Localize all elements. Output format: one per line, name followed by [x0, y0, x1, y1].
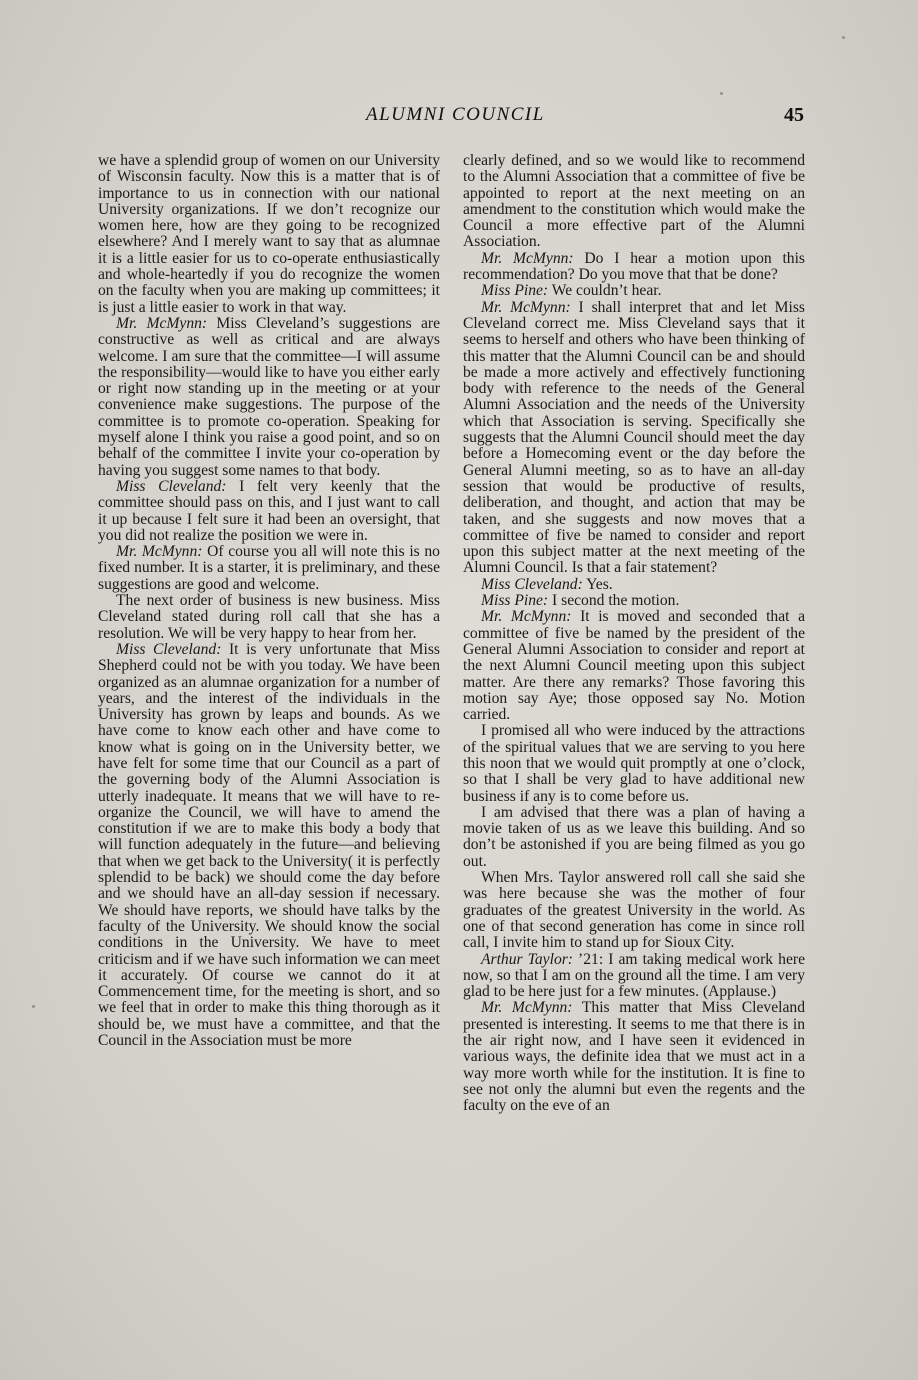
speaker-name: Mr. McMynn: [481, 608, 572, 626]
paragraph-text: Do I hear a motion upon this recommendation? Do you move that that be done? [463, 249, 805, 284]
speaker-name: Miss Cleveland: [116, 477, 227, 495]
paragraph-text: I second the motion. [548, 592, 680, 610]
paragraph-text: I felt very keenly that the committee should pass on this, and I just want to call it up because I felt sure it had been an oversight, that you did not realize the position we were in. [98, 477, 440, 544]
paragraph-text: This matter that Miss Cleveland presented is interesting. It seems to me that there is in the air right now, and I have seen it evidenced in various ways, the definite idea that we must act in a way more worth while for the institution. It is fine to see not only the alumni but even the regents and the faculty on the eve of an [463, 999, 805, 1115]
paragraph [463, 723, 805, 804]
speaker-name: Mr. McMynn: [481, 298, 571, 316]
paragraph [98, 544, 440, 593]
paragraph [98, 642, 440, 1049]
paragraph [463, 300, 805, 577]
speaker-name: Mr. McMynn: [116, 543, 203, 561]
speaker-name: Mr. McMynn: [116, 314, 208, 332]
paper-speck [842, 36, 845, 39]
paragraph-text: The next order of business is new business. Miss Cleveland stated during roll call that she has a resolution. We will be very happy to hear from her. [98, 592, 440, 642]
running-title: ALUMNI COUNCIL [366, 104, 545, 125]
paragraph-text: I am advised that there was a plan of having a movie taken of us as we leave this building. And so don’t be astonished if you are being filmed as you go out. [463, 803, 805, 870]
speaker-name: Miss Pine: [481, 592, 549, 610]
paragraph-text: When Mrs. Taylor answered roll call she said she was here because she was the mother of four graduates of the greatest University in the world. As one of that second generation has come in since roll call, I invite him to stand up for Sioux City. [463, 869, 805, 952]
speaker-name: Mr. McMynn: [481, 249, 574, 267]
paragraph-text: I shall interpret that and let Miss Cleveland correct me. Miss Cleveland says that it seems to herself and others who have been thinking of this matter that the Alumni Council can be and should be made a more actively and effectively functioning body with reference to the needs of the General Alumni Association and the needs of the University which that Association is serving. Specifically she suggests that the Alumni Council should meet the day before a Homecoming event or the day before the General Alumni meeting, so as to have an all-day session that would be productive of results, deliberation, and thought, and action that may be taken, and she suggests and now moves that a committee of five be named to consider and report upon this subject matter at the next meeting of the Alumni Council. Is that a fair statement? [463, 298, 805, 577]
paragraph-text: Miss Cleveland’s suggestions are constructive as well as critical and are always welcome. I am sure that the committee—I will assume the responsibility—would like to have you either early or right now standing up in the meeting or at your convenience make suggestions. The purpose of the committee is to promote co-operation. Speaking for myself alone I think you raise a good point, and so on behalf of the committee I invite your co-operation by having you suggest some names to that body. [98, 314, 440, 479]
paragraph-text: clearly defined, and so we would like to recommend to the Alumni Association that a committee of five be appointed to report at the next meeting on an amendment to the constitution which would make the Council a more effective part of the Alumni Association. [463, 152, 805, 251]
paragraph [463, 577, 805, 593]
paragraph [463, 609, 805, 723]
paragraph [463, 805, 805, 870]
paragraph-text: I promised all who were induced by the attractions of the spiritual values that we are serving to you here this noon that we would quit promptly at one o’clock, so that I shall be very glad to have additional new business if any is to come before us. [463, 722, 805, 805]
paper-speck [32, 1005, 35, 1008]
paragraph-text: It is very unfortunate that Miss Shepherd could not be with you today. We have been organized as an alumnae organization for a number of years, and the interest of the individuals in the University has grown by leaps and bounds. As we have come to know each other and have come to know what is going on in the University better, we have felt for some time that our Council as a part of the governing body of the Alumni Association is utterly inadequate. It means that we will have to re-organize the Council, we will have to amend the constitution if we are to make this body a body that will function adequately in the future—and believing that when we get back to the University( it is perfectly splendid to be back) we should come the day before and we should have an all-day session if necessary. We should have reports, we should have talks by the faculty of the University. We should know the social conditions in the University. We have to meet criticism and if we have such information we can meet it accurately. Of course we cannot do it at Commencement time, for the meeting is short, and so we feel that in order to make this thing thorough as it should be, we must have a committee, and that the Council in the Association must be more [98, 640, 440, 1050]
speaker-name: Arthur Taylor: [481, 950, 573, 968]
speaker-name: Miss Pine: [481, 282, 549, 300]
paragraph [463, 283, 805, 299]
left-column [98, 153, 440, 1049]
paragraph-text: ’21: I am taking medical work here now, so that I am on the ground all the time. I am very glad to be here just for a few minutes. (Applause.) [463, 950, 805, 1001]
paragraph [463, 153, 805, 251]
paragraph-text: we have a splendid group of women on our University of Wisconsin faculty. Now this is a matter that is of importance to us in connection with our national University organizations. If we don’t recognize our women here, how are they going to be recognized elsewhere? And I merely want to say that as alumnae it is a little easier for us to co-operate enthusiastically and whole-heartedly if you do recognize the women on the faculty when you are making up committees; it is just a little easier to work in that way. [98, 152, 440, 316]
paragraph [463, 1000, 805, 1114]
page-number: 45 [784, 104, 804, 126]
right-column [463, 153, 805, 1115]
speaker-name: Mr. McMynn: [481, 999, 573, 1017]
paragraph [98, 479, 440, 544]
paragraph-text: We couldn’t hear. [548, 282, 662, 300]
paragraph-text: Yes. [582, 575, 613, 593]
paper-speck [720, 92, 723, 95]
paragraph [98, 593, 440, 642]
paragraph [98, 153, 440, 316]
paragraph-text: Of course you all will note this is no fixed number. It is a starter, it is preliminary, and these suggestions are good and welcome. [98, 543, 440, 593]
paragraph [463, 870, 805, 951]
paragraph-text: It is moved and seconded that a committee of five be named by the president of the General Alumni Association to consider and report at the next Alumni Council meeting upon this subject matter. Are there any remarks? Those favoring this motion say Aye; those opposed say No. Motion carried. [463, 608, 805, 724]
paragraph [463, 593, 805, 609]
speaker-name: Miss Cleveland: [116, 640, 222, 658]
speaker-name: Miss Cleveland: [481, 575, 583, 593]
paragraph [98, 316, 440, 479]
paragraph [463, 251, 805, 284]
paragraph [463, 952, 805, 1001]
